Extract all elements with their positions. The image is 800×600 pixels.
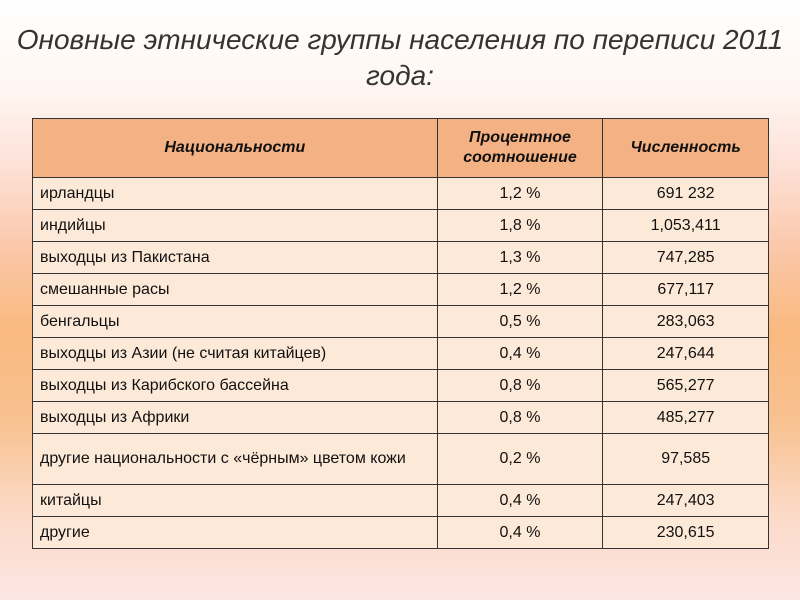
cell-count: 565,277 <box>603 370 769 402</box>
cell-count: 677,117 <box>603 274 769 306</box>
table-row <box>33 370 769 402</box>
table-header-row <box>33 119 769 178</box>
cell-nationality: выходцы из Карибского бассейна <box>33 370 438 402</box>
cell-nationality: бенгальцы <box>33 306 438 338</box>
table-row <box>33 485 769 517</box>
cell-count: 283,063 <box>603 306 769 338</box>
cell-percent: 1,8 % <box>437 210 603 242</box>
cell-nationality: другие <box>33 517 438 549</box>
header-percent: Процентное соотношение <box>437 119 603 178</box>
table-row <box>33 210 769 242</box>
cell-percent: 0,8 % <box>437 402 603 434</box>
ethnic-groups-table <box>32 118 769 549</box>
page-title: Оновные этнические группы населения по переписи 2011 года: <box>16 24 784 91</box>
cell-count: 485,277 <box>603 402 769 434</box>
cell-percent: 0,4 % <box>437 338 603 370</box>
cell-count: 747,285 <box>603 242 769 274</box>
cell-count: 1,053,411 <box>603 210 769 242</box>
cell-percent: 0,4 % <box>437 517 603 549</box>
header-count: Численность <box>603 119 769 178</box>
cell-percent: 0,2 % <box>437 434 603 485</box>
cell-count: 230,615 <box>603 517 769 549</box>
cell-percent: 0,4 % <box>437 485 603 517</box>
cell-count: 97,585 <box>603 434 769 485</box>
table-row <box>33 242 769 274</box>
table-row <box>33 306 769 338</box>
cell-percent: 0,8 % <box>437 370 603 402</box>
cell-count: 247,644 <box>603 338 769 370</box>
table-row <box>33 274 769 306</box>
cell-count: 691 232 <box>603 178 769 210</box>
cell-nationality: выходцы из Пакистана <box>33 242 438 274</box>
cell-count: 247,403 <box>603 485 769 517</box>
cell-nationality: китайцы <box>33 485 438 517</box>
cell-nationality: выходцы из Африки <box>33 402 438 434</box>
header-nationality: Национальности <box>33 119 438 178</box>
table-row <box>33 178 769 210</box>
cell-nationality: смешанные расы <box>33 274 438 306</box>
cell-nationality: другие национальности с «чёрным» цветом кожи <box>33 434 438 485</box>
cell-nationality: выходцы из Азии (не считая китайцев) <box>33 338 438 370</box>
cell-percent: 1,2 % <box>437 274 603 306</box>
cell-percent: 1,3 % <box>437 242 603 274</box>
table-row <box>33 517 769 549</box>
cell-nationality: ирландцы <box>33 178 438 210</box>
table-row <box>33 434 769 485</box>
table-row <box>33 338 769 370</box>
cell-nationality: индийцы <box>33 210 438 242</box>
cell-percent: 0,5 % <box>437 306 603 338</box>
table-row <box>33 402 769 434</box>
cell-percent: 1,2 % <box>437 178 603 210</box>
